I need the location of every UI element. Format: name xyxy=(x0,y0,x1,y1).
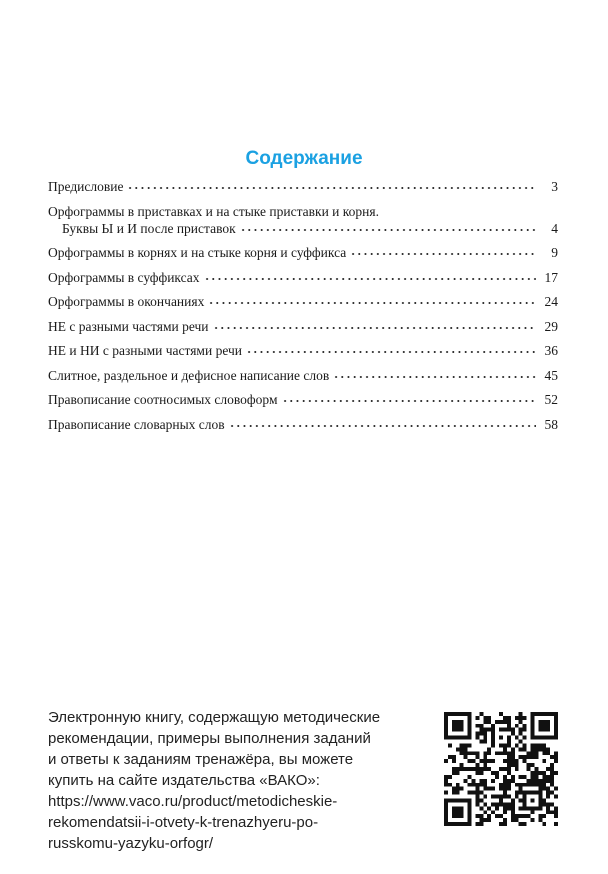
dot-leader xyxy=(127,186,536,190)
toc-entry-label: Буквы Ы и И после приставок xyxy=(62,220,236,236)
toc-entry-page: 52 xyxy=(544,392,558,407)
dot-leader xyxy=(208,301,536,305)
table-of-contents xyxy=(48,178,558,440)
toc-entry[interactable] xyxy=(48,244,558,261)
toc-entry[interactable] xyxy=(48,318,558,335)
ebook-notice xyxy=(48,707,438,854)
toc-entry-label: Орфограммы в окончаниях xyxy=(48,294,205,309)
dot-leader xyxy=(333,375,536,379)
dot-leader xyxy=(350,252,536,256)
toc-entry-label: Правописание словарных слов xyxy=(48,416,225,432)
toc-entry[interactable] xyxy=(48,178,558,195)
toc-entry[interactable] xyxy=(48,391,558,408)
toc-entry-label: Правописание соотносимых словоформ xyxy=(48,392,278,407)
toc-entry-page: 29 xyxy=(544,318,558,334)
ebook-url-line[interactable]: https://www.vaco.ru/product/metodicheskie- xyxy=(48,793,338,810)
ebook-text-line: и ответы к заданиям тренажёра, вы можете xyxy=(48,751,354,768)
toc-entry[interactable] xyxy=(48,269,558,286)
toc-entry-page: 4 xyxy=(551,220,558,236)
toc-entry-label: Слитное, раздельное и дефисное написание слов xyxy=(48,367,330,383)
toc-entry[interactable] xyxy=(48,203,558,237)
ebook-url-line[interactable]: rekomendatsii-i-otvety-k-trenazhyeru-po- xyxy=(48,814,319,831)
dot-leader xyxy=(246,350,536,354)
toc-entry-label: НЕ с разными частями речи xyxy=(48,318,209,334)
toc-entry-label-line1: Орфограммы в приставках и на стыке приставки и корня. xyxy=(48,203,379,219)
toc-title: Содержание xyxy=(245,148,363,169)
toc-entry-page: 17 xyxy=(544,269,558,285)
toc-entry-label: Орфограммы в суффиксах xyxy=(48,269,200,285)
toc-entry-page: 9 xyxy=(551,245,558,260)
ebook-url-line[interactable]: russkomu-yazyku-orfogr/ xyxy=(48,835,214,852)
toc-entry[interactable] xyxy=(48,342,558,359)
dot-leader xyxy=(240,228,536,232)
dot-leader xyxy=(229,424,536,428)
toc-entry[interactable] xyxy=(48,416,558,433)
toc-entry[interactable] xyxy=(48,367,558,384)
dot-leader xyxy=(282,399,536,403)
ebook-text-line: рекомендации, примеры выполнения заданий xyxy=(48,730,371,747)
toc-entry-label: Предисловие xyxy=(48,179,124,194)
toc-entry-page: 24 xyxy=(544,294,558,309)
toc-entry-label: Орфограммы в корнях и на стыке корня и суффикса xyxy=(48,245,347,260)
ebook-text-line: купить на сайте издательства «ВАКО»: xyxy=(48,772,320,789)
toc-entry-page: 3 xyxy=(551,179,558,194)
toc-entry-page: 58 xyxy=(544,416,558,432)
toc-entry-label: НЕ и НИ с разными частями речи xyxy=(48,343,242,358)
toc-entry-page: 45 xyxy=(544,367,558,383)
dot-leader xyxy=(204,277,536,281)
qr-code-icon[interactable] xyxy=(444,712,558,826)
toc-entry-page: 36 xyxy=(544,343,558,358)
ebook-text-line: Электронную книгу, содержащую методические xyxy=(48,709,381,726)
toc-entry[interactable] xyxy=(48,293,558,310)
dot-leader xyxy=(213,326,536,330)
